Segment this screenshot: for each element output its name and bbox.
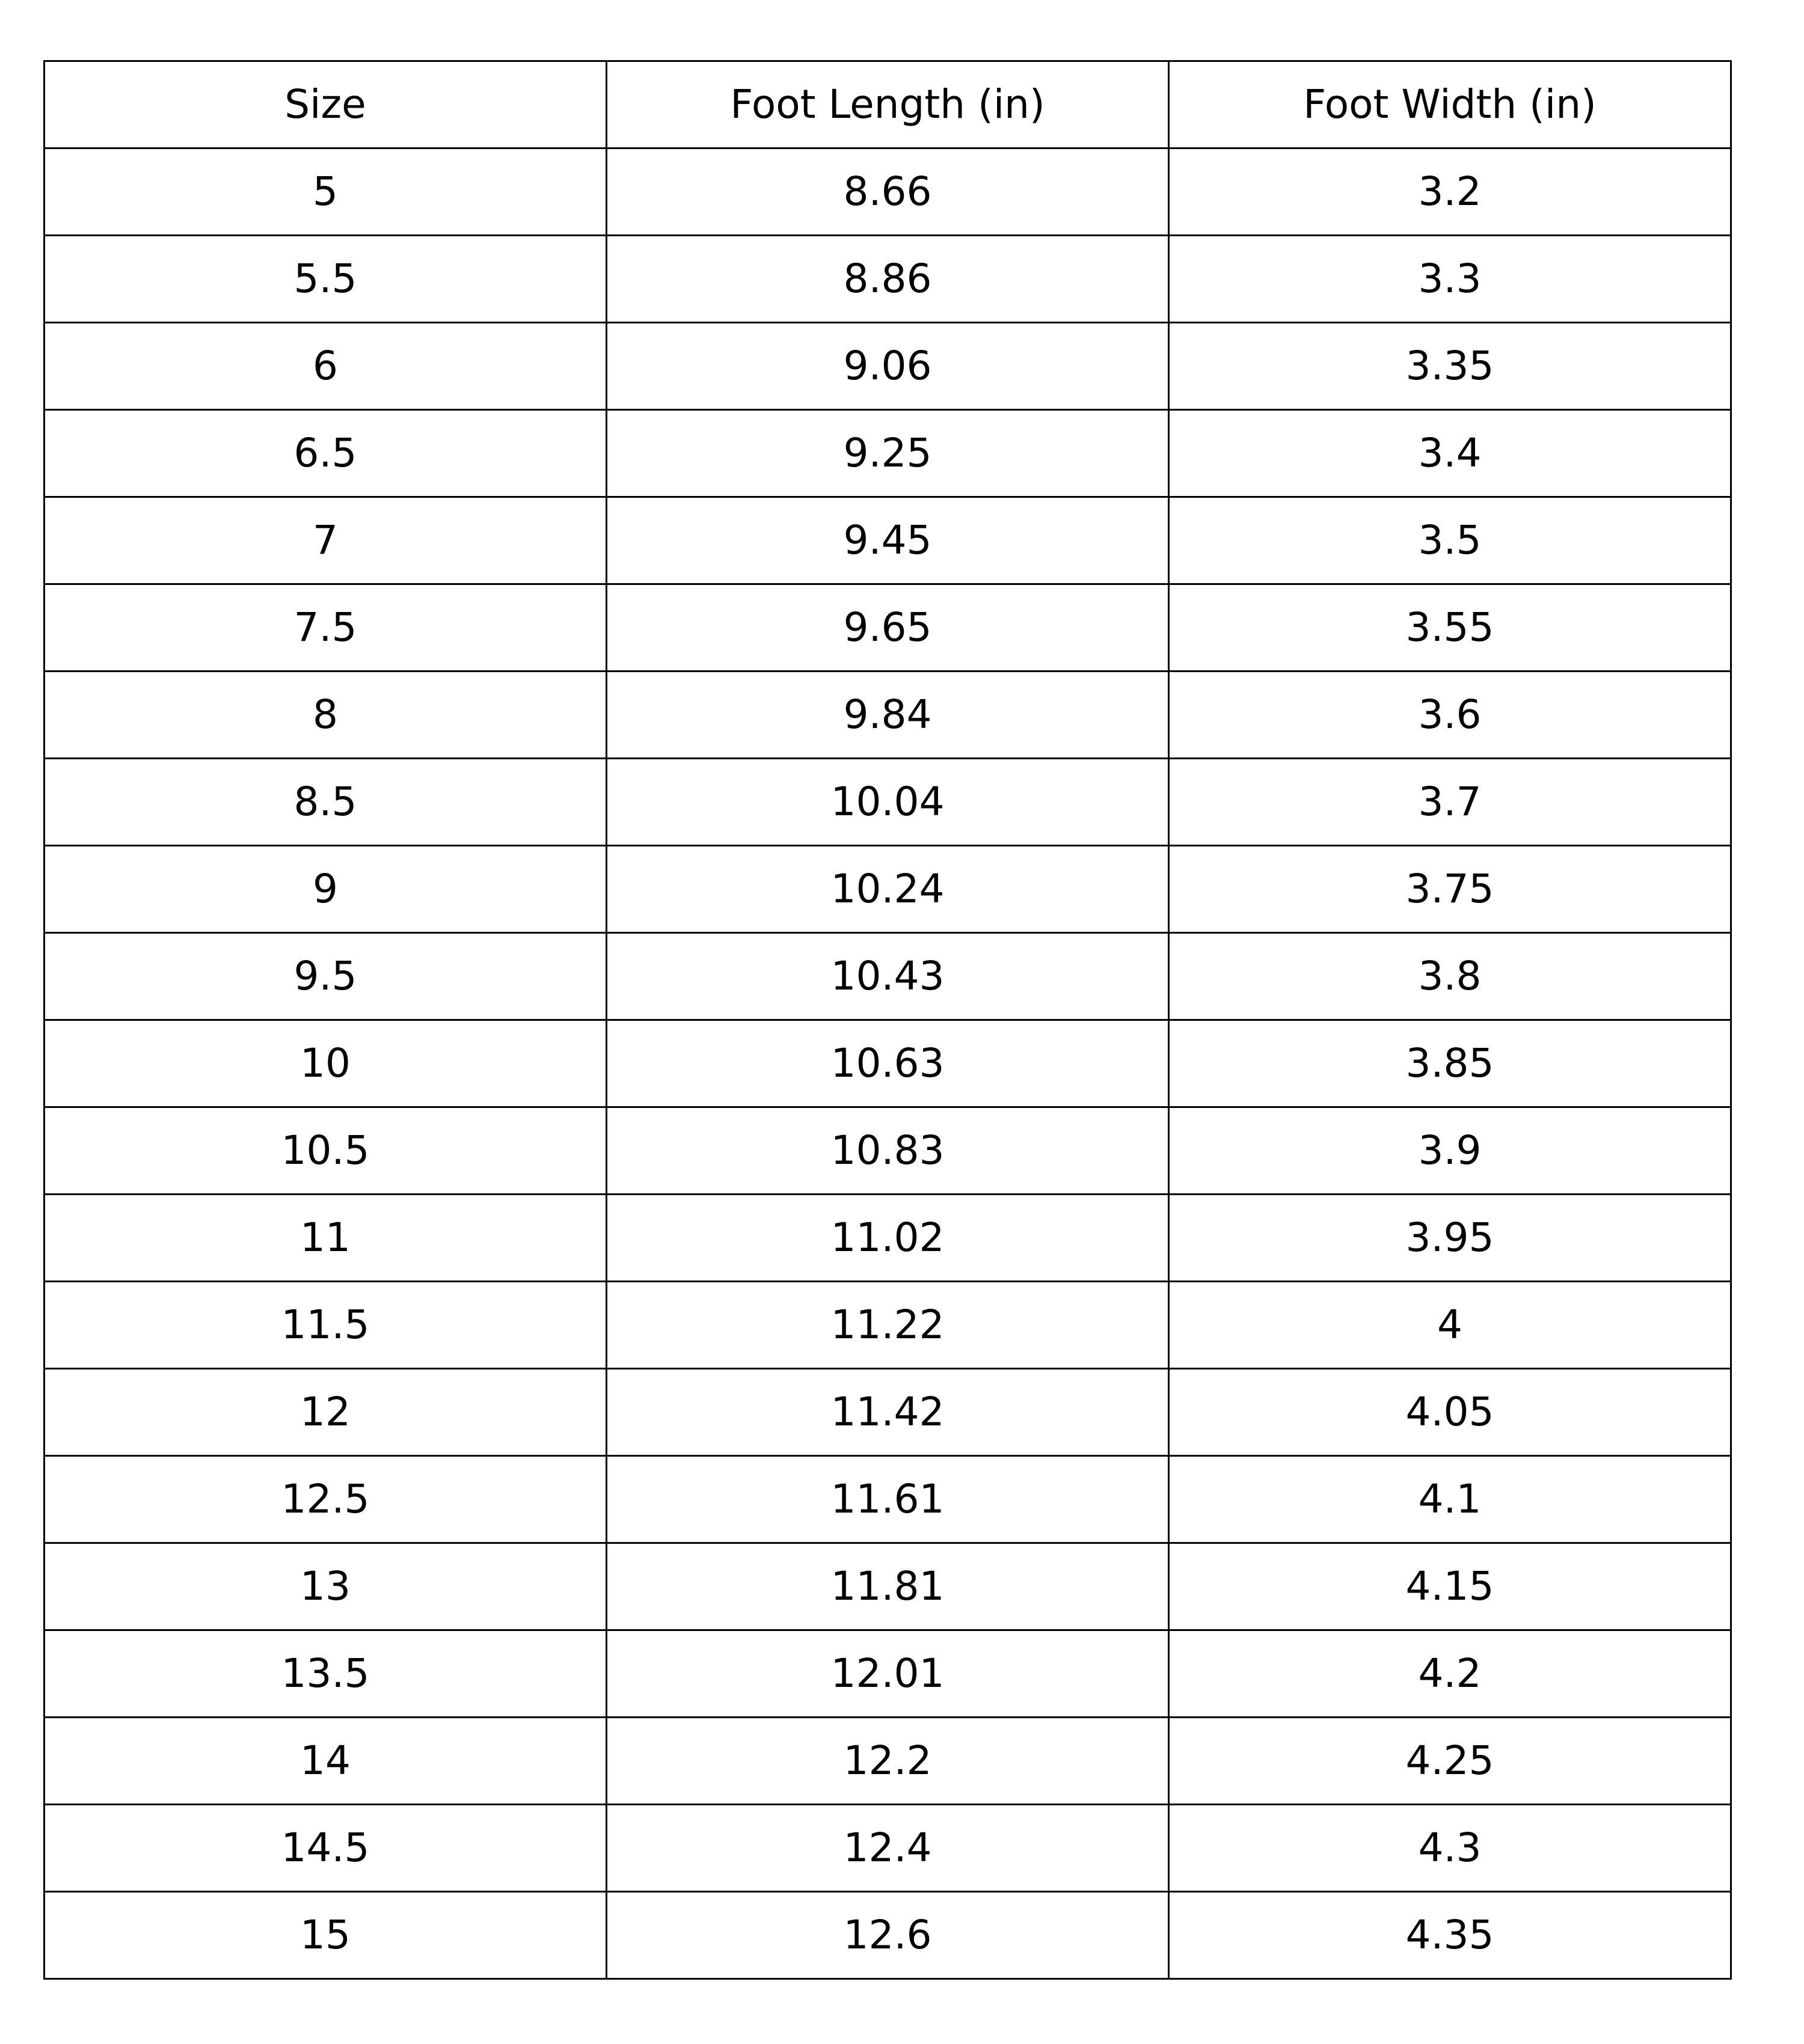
foot-length-cell: 11.42 [607, 1369, 1169, 1456]
foot-length-cell: 10.63 [607, 1020, 1169, 1107]
table-row [44, 1630, 1731, 1718]
table-row [44, 410, 1731, 497]
size-cell: 6 [44, 323, 607, 410]
table-row [44, 1195, 1731, 1282]
size-cell: 6.5 [44, 410, 607, 497]
foot-width-cell: 3.55 [1169, 584, 1731, 672]
table-row [44, 1282, 1731, 1369]
size-cell: 8 [44, 672, 607, 759]
foot-length-cell: 11.81 [607, 1543, 1169, 1630]
foot-length-cell: 8.66 [607, 148, 1169, 236]
foot-width-cell: 3.8 [1169, 933, 1731, 1020]
foot-length-cell: 9.45 [607, 497, 1169, 584]
foot-width-cell: 4.25 [1169, 1718, 1731, 1805]
size-cell: 12.5 [44, 1456, 607, 1543]
size-cell: 13 [44, 1543, 607, 1630]
foot-length-cell: 10.04 [607, 759, 1169, 846]
foot-width-cell: 3.3 [1169, 236, 1731, 323]
column-header-foot-length: Foot Length (in) [607, 61, 1169, 148]
foot-width-cell: 4.05 [1169, 1369, 1731, 1456]
foot-width-cell: 3.6 [1169, 672, 1731, 759]
table-row [44, 497, 1731, 584]
foot-length-cell: 9.65 [607, 584, 1169, 672]
size-cell: 7 [44, 497, 607, 584]
foot-length-cell: 12.01 [607, 1630, 1169, 1718]
size-cell: 10 [44, 1020, 607, 1107]
column-header-foot-width: Foot Width (in) [1169, 61, 1731, 148]
foot-width-cell: 4.15 [1169, 1543, 1731, 1630]
size-cell: 5 [44, 148, 607, 236]
foot-width-cell: 3.5 [1169, 497, 1731, 584]
table-row [44, 1456, 1731, 1543]
size-cell: 7.5 [44, 584, 607, 672]
foot-width-cell: 4.35 [1169, 1892, 1731, 1979]
foot-width-cell: 4.2 [1169, 1630, 1731, 1718]
size-cell: 8.5 [44, 759, 607, 846]
table-row [44, 672, 1731, 759]
size-cell: 13.5 [44, 1630, 607, 1718]
table-row [44, 1718, 1731, 1805]
foot-width-cell: 3.9 [1169, 1107, 1731, 1195]
header-row [44, 61, 1731, 148]
table-row [44, 846, 1731, 933]
size-cell: 11 [44, 1195, 607, 1282]
size-cell: 15 [44, 1892, 607, 1979]
foot-width-cell: 3.4 [1169, 410, 1731, 497]
foot-width-cell: 4.3 [1169, 1805, 1731, 1892]
table-row [44, 933, 1731, 1020]
foot-length-cell: 10.43 [607, 933, 1169, 1020]
table-row [44, 1020, 1731, 1107]
foot-length-cell: 11.02 [607, 1195, 1169, 1282]
table-body [44, 148, 1731, 1979]
foot-width-cell: 3.7 [1169, 759, 1731, 846]
size-cell: 14.5 [44, 1805, 607, 1892]
foot-length-cell: 10.24 [607, 846, 1169, 933]
table-row [44, 1543, 1731, 1630]
foot-length-cell: 10.83 [607, 1107, 1169, 1195]
size-cell: 9.5 [44, 933, 607, 1020]
size-cell: 9 [44, 846, 607, 933]
table-row [44, 148, 1731, 236]
table-row [44, 1107, 1731, 1195]
foot-width-cell: 4.1 [1169, 1456, 1731, 1543]
table-row [44, 236, 1731, 323]
column-header-size: Size [44, 61, 607, 148]
foot-length-cell: 8.86 [607, 236, 1169, 323]
foot-length-cell: 9.06 [607, 323, 1169, 410]
table-row [44, 1892, 1731, 1979]
size-cell: 11.5 [44, 1282, 607, 1369]
table-row [44, 323, 1731, 410]
foot-width-cell: 3.95 [1169, 1195, 1731, 1282]
foot-length-cell: 11.22 [607, 1282, 1169, 1369]
foot-length-cell: 9.25 [607, 410, 1169, 497]
foot-length-cell: 12.6 [607, 1892, 1169, 1979]
size-cell: 14 [44, 1718, 607, 1805]
table-header [44, 61, 1731, 148]
size-cell: 10.5 [44, 1107, 607, 1195]
foot-width-cell: 3.85 [1169, 1020, 1731, 1107]
foot-width-cell: 3.2 [1169, 148, 1731, 236]
foot-length-cell: 12.4 [607, 1805, 1169, 1892]
foot-length-cell: 12.2 [607, 1718, 1169, 1805]
foot-width-cell: 4 [1169, 1282, 1731, 1369]
size-cell: 5.5 [44, 236, 607, 323]
shoe-size-table [43, 60, 1732, 1980]
foot-width-cell: 3.75 [1169, 846, 1731, 933]
foot-length-cell: 9.84 [607, 672, 1169, 759]
size-cell: 12 [44, 1369, 607, 1456]
table-row [44, 1805, 1731, 1892]
foot-length-cell: 11.61 [607, 1456, 1169, 1543]
foot-width-cell: 3.35 [1169, 323, 1731, 410]
table-row [44, 1369, 1731, 1456]
table-row [44, 584, 1731, 672]
table-row [44, 759, 1731, 846]
